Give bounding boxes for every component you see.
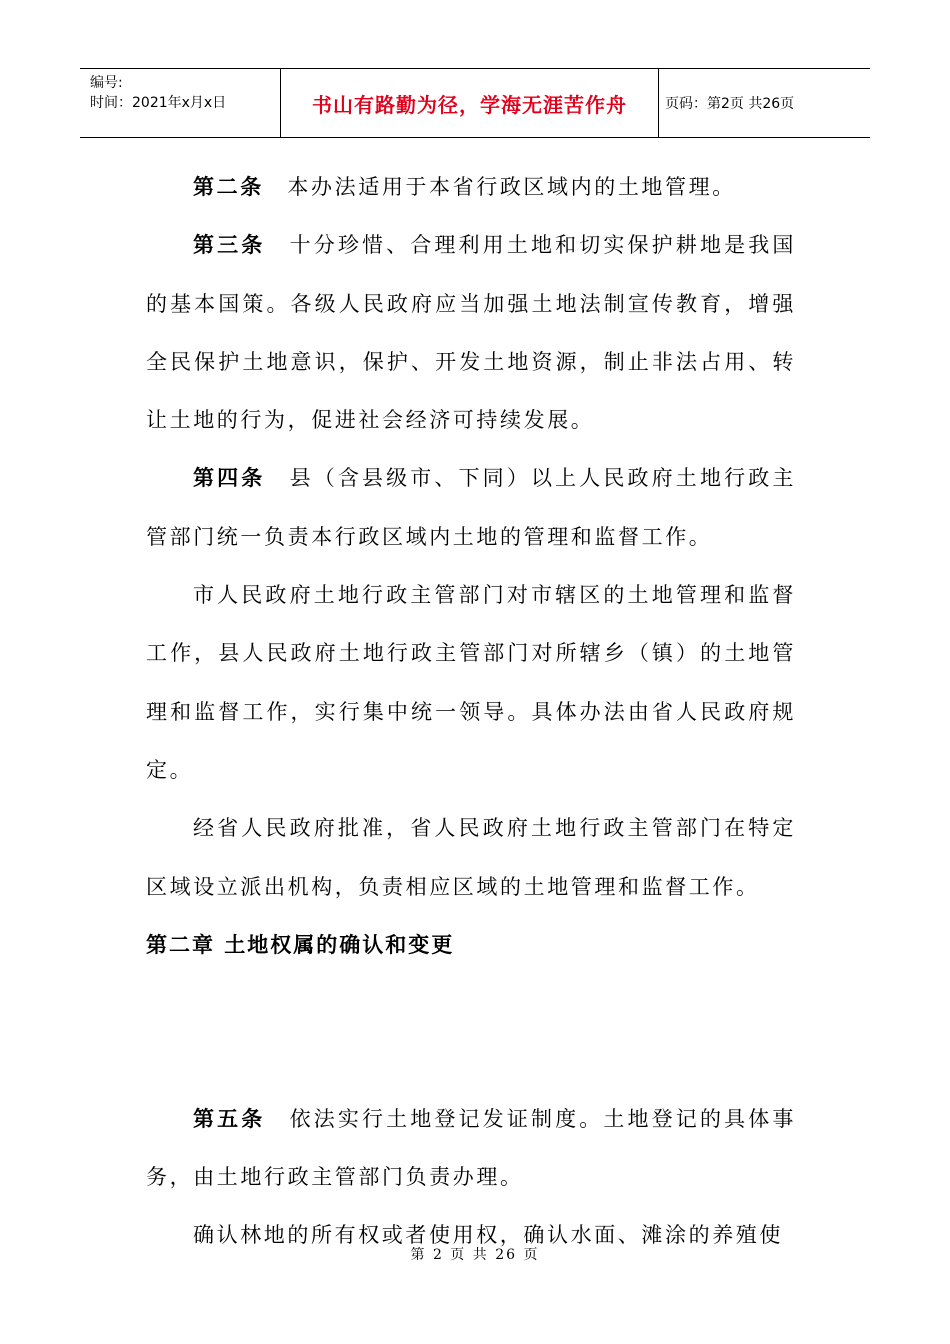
date-label: 时间：2021年x月x日 [90, 95, 227, 111]
article-3-title: 第三条 [193, 232, 266, 258]
header-motto: 书山有路勤为径，学海无涯苦作舟 [281, 69, 659, 137]
article-3 [146, 216, 796, 449]
header-meta [80, 69, 281, 137]
article-5 [146, 1090, 796, 1207]
header-page-info: 页码：第2页 共26页 [665, 96, 795, 112]
article-5-text: 依法实行土地登记发证制度。土地登记的具体事务，由土地行政主管部门负责办理。 [146, 1106, 796, 1190]
article-4-text: 县（含县级市、下同）以上人民政府土地行政主管部门统一负责本行政区域内土地的管理和监督工作。 [146, 466, 796, 549]
chapter-heading: 第二章 土地权属的确认和变更 [146, 931, 455, 957]
article-5-title: 第五条 [193, 1105, 266, 1131]
article-5-paragraph-2: 确认林地的所有权或者使用权，确认水面、滩涂的养殖使 [193, 1223, 783, 1248]
article-4-title: 第四条 [193, 465, 266, 491]
article-4-paragraph-3: 经省人民政府批准，省人民政府土地行政主管部门在特定区域设立派出机构，负责相应区域的土地管理和监督工作。 [146, 816, 796, 899]
article-4 [146, 449, 796, 566]
article-3-text: 十分珍惜、合理利用土地和切实保护耕地是我国的基本国策。各级人民政府应当加强土地法制宣传教育，增强全民保护土地意识，保护、开发土地资源，制止非法占用、转让土地的行为，促进社会经济可持续发展。 [146, 233, 796, 433]
article-2-title: 第二条 [193, 174, 264, 199]
page-header [80, 68, 870, 138]
article-2 [146, 158, 796, 216]
serial-number-label: 编号: [90, 75, 123, 91]
page-footer: 第 2 页 共 26 页 [410, 1247, 540, 1263]
article-2-text: 本办法适用于本省行政区域内的土地管理。 [287, 175, 736, 199]
document-body [146, 158, 796, 1265]
article-4-paragraph-2: 市人民政府土地行政主管部门对市辖区的土地管理和监督工作，县人民政府土地行政主管部门对所辖乡（镇）的土地管理和监督工作，实行集中统一领导。具体办法由省人民政府规定。 [146, 583, 796, 782]
